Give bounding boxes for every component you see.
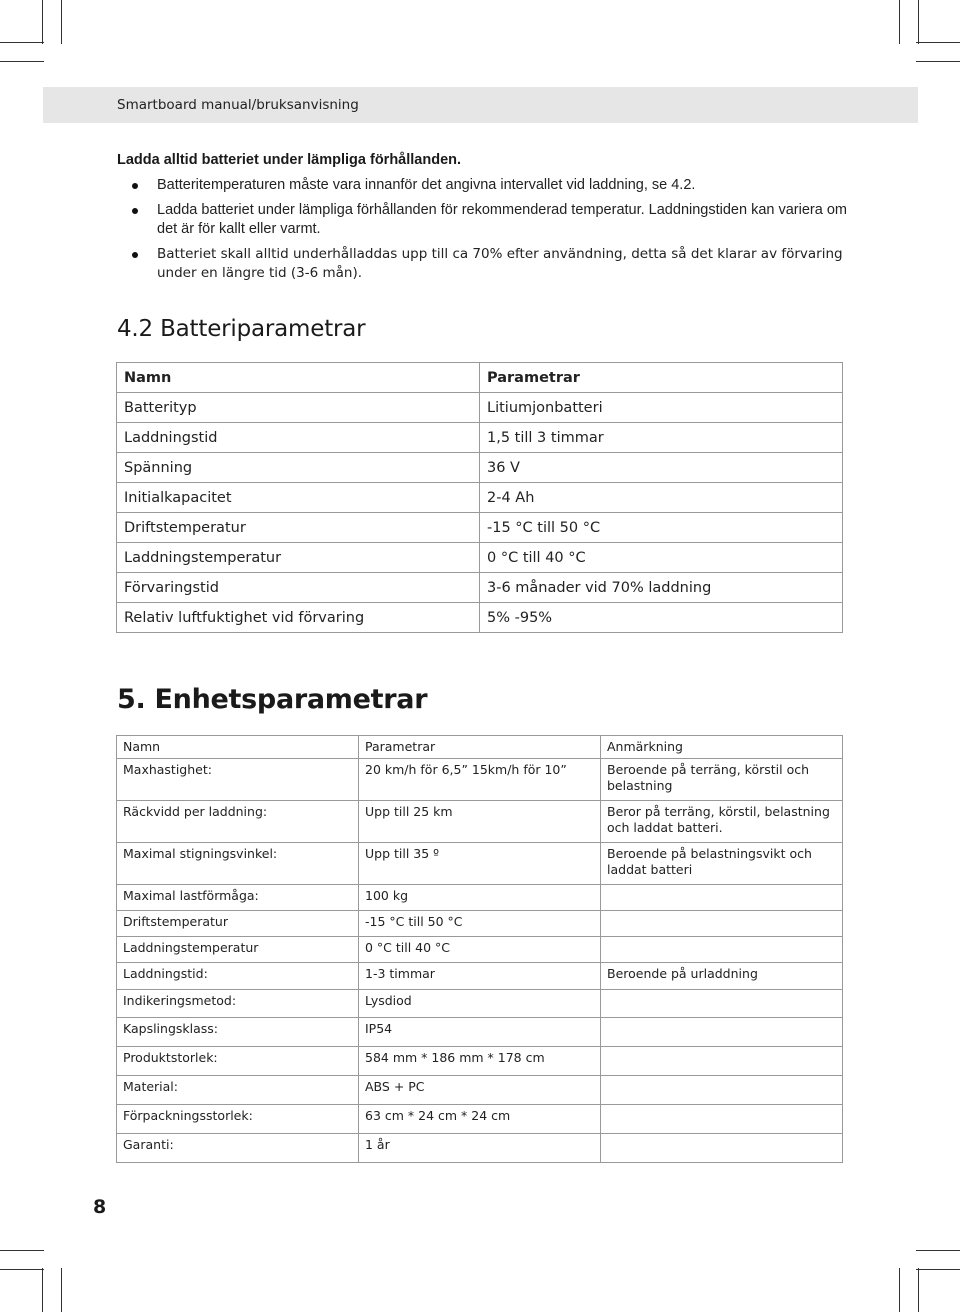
table-cell: -15 °C till 50 °C (480, 513, 843, 543)
table-cell: 1,5 till 3 timmar (480, 423, 843, 453)
crop-mark (61, 1268, 62, 1312)
table-row (117, 801, 843, 843)
table-cell (601, 1076, 843, 1105)
header-title: Smartboard manual/bruksanvisning (117, 97, 359, 113)
crop-mark (918, 1268, 919, 1312)
table-cell: Driftstemperatur (117, 911, 359, 937)
crop-mark (899, 1268, 900, 1312)
table-cell (601, 885, 843, 911)
table-cell: Laddningstid: (117, 963, 359, 990)
table-cell: Initialkapacitet (117, 483, 480, 513)
list-item: Batteriet skall alltid underhålladdas upp till ca 70% efter användning, detta så det klarar av förvaring under en längre tid (3-6 mån). (117, 245, 847, 283)
table-cell (601, 1047, 843, 1076)
table-header-row (117, 736, 843, 759)
table-cell (601, 1134, 843, 1163)
table-row (117, 885, 843, 911)
table-row (117, 453, 843, 483)
table-cell: Garanti: (117, 1134, 359, 1163)
table-cell (601, 1018, 843, 1047)
device-section-title: 5. Enhetsparametrar (117, 684, 428, 715)
table-row (117, 513, 843, 543)
crop-mark (916, 42, 960, 43)
table-cell: 20 km/h för 6,5” 15km/h för 10” (359, 759, 601, 801)
table-cell: Material: (117, 1076, 359, 1105)
table-cell: Beroende på urladdning (601, 963, 843, 990)
table-row (117, 843, 843, 885)
table-cell: 5% -95% (480, 603, 843, 633)
table-cell: IP54 (359, 1018, 601, 1047)
column-header: Anmärkning (601, 736, 843, 759)
intro-bullet-list (117, 176, 847, 283)
table-cell: Maximal stigningsvinkel: (117, 843, 359, 885)
battery-parameters-table (116, 362, 843, 633)
table-cell: Maximal lastförmåga: (117, 885, 359, 911)
table-cell: Beror på terräng, körstil, belastning och laddat batteri. (601, 801, 843, 843)
table-row (117, 1105, 843, 1134)
device-parameters-table (116, 735, 843, 1163)
table-row (117, 483, 843, 513)
table-cell: Räckvidd per laddning: (117, 801, 359, 843)
table-cell: 584 mm * 186 mm * 178 cm (359, 1047, 601, 1076)
bullet-icon (132, 252, 138, 258)
crop-mark (916, 1250, 960, 1251)
table-cell (601, 1105, 843, 1134)
table-row (117, 963, 843, 990)
table-cell: 1-3 timmar (359, 963, 601, 990)
column-header: Namn (117, 736, 359, 759)
table-cell: Lysdiod (359, 990, 601, 1018)
running-header (43, 87, 918, 123)
table-cell: 0 °C till 40 °C (480, 543, 843, 573)
table-cell: Driftstemperatur (117, 513, 480, 543)
table-cell: 36 V (480, 453, 843, 483)
column-header: Parametrar (359, 736, 601, 759)
intro-heading: Ladda alltid batteriet under lämpliga förhållanden. (117, 152, 462, 168)
table-cell: Relativ luftfuktighet vid förvaring (117, 603, 480, 633)
bullet-icon (132, 183, 138, 189)
table-cell (601, 937, 843, 963)
table-row (117, 1076, 843, 1105)
table-row (117, 1018, 843, 1047)
bullet-icon (132, 208, 138, 214)
table-row (117, 543, 843, 573)
battery-section-title: 4.2 Batteriparametrar (117, 316, 366, 342)
table-cell: Spänning (117, 453, 480, 483)
table-row (117, 990, 843, 1018)
table-row (117, 937, 843, 963)
table-cell (601, 990, 843, 1018)
table-cell (601, 911, 843, 937)
table-row (117, 1047, 843, 1076)
table-cell: 1 år (359, 1134, 601, 1163)
table-cell: Förpackningsstorlek: (117, 1105, 359, 1134)
list-item: Ladda batteriet under lämpliga förhållanden för rekommenderad temperatur. Laddningstiden kan variera om det är för kallt eller varmt. (117, 201, 847, 239)
table-cell: Litiumjonbatteri (480, 393, 843, 423)
table-row (117, 423, 843, 453)
table-cell: Maxhastighet: (117, 759, 359, 801)
table-cell: Kapslingsklass: (117, 1018, 359, 1047)
column-header: Parametrar (480, 363, 843, 393)
crop-mark (42, 0, 43, 44)
table-row (117, 603, 843, 633)
table-cell: Laddningstid (117, 423, 480, 453)
table-cell: 0 °C till 40 °C (359, 937, 601, 963)
crop-mark (899, 0, 900, 44)
table-cell: Beroende på belastningsvikt och laddat batteri (601, 843, 843, 885)
crop-mark (42, 1268, 43, 1312)
table-header-row (117, 363, 843, 393)
table-cell: Batterityp (117, 393, 480, 423)
table-cell: Produktstorlek: (117, 1047, 359, 1076)
table-cell: 2-4 Ah (480, 483, 843, 513)
table-cell: ABS + PC (359, 1076, 601, 1105)
table-row (117, 393, 843, 423)
table-row (117, 1134, 843, 1163)
table-cell: 63 cm * 24 cm * 24 cm (359, 1105, 601, 1134)
table-cell: -15 °C till 50 °C (359, 911, 601, 937)
table-row (117, 911, 843, 937)
crop-mark (61, 0, 62, 44)
table-cell: Upp till 35 º (359, 843, 601, 885)
table-cell: Indikeringsmetod: (117, 990, 359, 1018)
list-item: Batteritemperaturen måste vara innanför det angivna intervallet vid laddning, se 4.2. (117, 176, 847, 195)
table-cell: Beroende på terräng, körstil och belastning (601, 759, 843, 801)
table-row (117, 573, 843, 603)
table-cell: 3-6 månader vid 70% laddning (480, 573, 843, 603)
table-cell: Upp till 25 km (359, 801, 601, 843)
column-header: Namn (117, 363, 480, 393)
crop-mark (916, 1269, 960, 1270)
crop-mark (0, 1269, 44, 1270)
table-cell: Förvaringstid (117, 573, 480, 603)
intro-section (117, 150, 847, 289)
crop-mark (918, 0, 919, 44)
crop-mark (0, 42, 44, 43)
table-row (117, 759, 843, 801)
page-number: 8 (93, 1196, 107, 1218)
table-cell: Laddningstemperatur (117, 937, 359, 963)
crop-mark (916, 61, 960, 62)
table-cell: 100 kg (359, 885, 601, 911)
crop-mark (0, 61, 44, 62)
table-cell: Laddningstemperatur (117, 543, 480, 573)
crop-mark (0, 1250, 44, 1251)
